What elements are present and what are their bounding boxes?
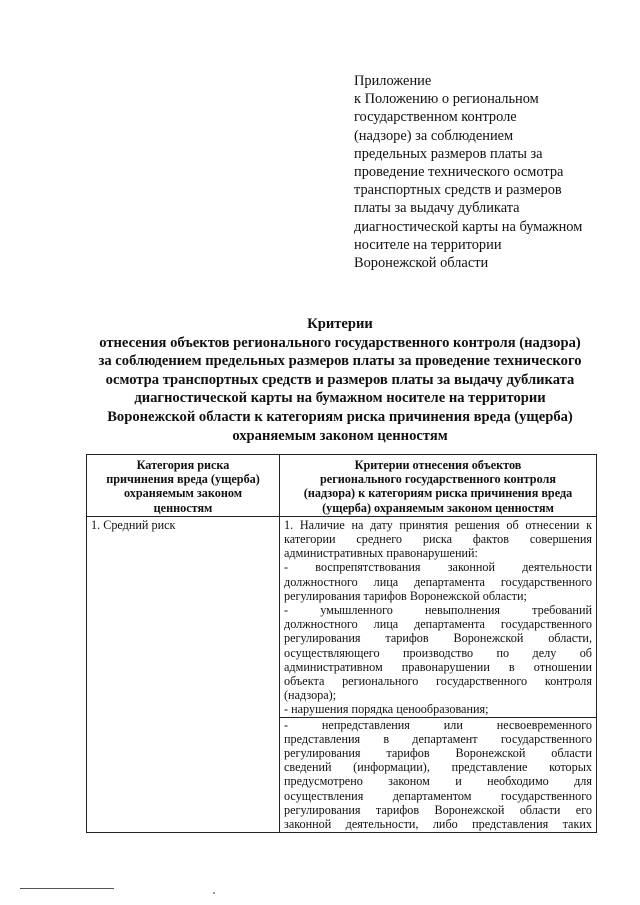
title-line: диагностической карты на бумажном носителе на территории bbox=[134, 390, 546, 407]
annex-line: платы за выдачу дубликата bbox=[354, 200, 520, 217]
annex-line: транспортных средств и размеров bbox=[354, 182, 562, 199]
risk-category-cell bbox=[87, 516, 280, 832]
criteria-line: (надзора); bbox=[284, 688, 337, 703]
header-line: причинения вреда (ущерба) bbox=[106, 472, 260, 487]
criteria-table bbox=[86, 454, 597, 833]
title-line: за соблюдением предельных размеров платы за проведение технического bbox=[98, 353, 582, 370]
criteria-line: - умышленного невыполнения требований bbox=[284, 603, 592, 618]
annex-line: Приложение bbox=[354, 73, 432, 89]
criteria-line: - воспрепятствования законной деятельности bbox=[284, 560, 592, 575]
header-line: Критерии отнесения объектов bbox=[354, 458, 522, 472]
header-line: (надзора) к категориям риска причинения вреда bbox=[303, 486, 573, 501]
scan-speck bbox=[213, 892, 215, 894]
title-line: Критерии bbox=[307, 316, 373, 332]
risk-category-text: 1. Средний риск bbox=[91, 517, 176, 532]
criteria-line: представления в департамент государственного bbox=[284, 731, 592, 746]
header-line: ценностям bbox=[153, 500, 213, 515]
criteria-line: объекта регионального государственного контроля bbox=[284, 674, 592, 689]
criteria-line: должностного лица департамента государственного bbox=[284, 617, 592, 632]
header-line: охраняемым законом bbox=[123, 486, 243, 501]
footnote-separator bbox=[20, 888, 114, 889]
document-title bbox=[70, 315, 610, 445]
annex-line: государственном контроле bbox=[354, 109, 517, 126]
annex-line: проведение технического осмотра bbox=[354, 164, 564, 181]
criteria-line: регулирования тарифов Воронежской области; bbox=[284, 588, 527, 603]
criteria-cell bbox=[280, 516, 597, 832]
criteria-line: - непредставления или несвоевременного bbox=[280, 717, 596, 732]
table-header-row bbox=[87, 455, 597, 517]
annex-line: носителе на территории bbox=[354, 236, 502, 253]
title-line: осмотра транспортных средств и размеров платы за выдачу дубликата bbox=[105, 371, 575, 388]
annex-line: Воронежской области bbox=[354, 255, 489, 272]
criteria-line: сведений (информации), представление которых bbox=[284, 760, 592, 775]
annex-line: к Положению о региональном bbox=[354, 91, 539, 108]
title-line: Воронежской области к категориям риска причинения вреда (ущерба) bbox=[107, 408, 573, 425]
annex-line: диагностической карты на бумажном bbox=[354, 218, 583, 235]
header-line: Категория риска bbox=[136, 458, 230, 472]
header-line: (ущерба) охраняемым законом ценностям bbox=[322, 500, 554, 515]
title-line: отнесения объектов регионального государственного контроля (надзора) bbox=[99, 334, 581, 351]
criteria-line: должностного лица департамента государственного bbox=[284, 574, 592, 589]
annex-line: предельных размеров платы за bbox=[354, 145, 543, 162]
criteria-line: осуществляющего производство по делу об bbox=[284, 645, 592, 660]
criteria-line: регулирования тарифов Воронежской области bbox=[284, 746, 592, 761]
criteria-line: административных правонарушений: bbox=[284, 546, 478, 561]
table-row bbox=[87, 516, 597, 832]
annex-line: (надзоре) за соблюдением bbox=[354, 127, 514, 144]
criteria-line: предусмотрено законом и необходимо для bbox=[284, 774, 592, 789]
criteria-line: - нарушения порядка ценообразования; bbox=[284, 702, 489, 717]
criteria-line: административном правонарушении в отношении bbox=[284, 659, 592, 674]
title-line: охраняемым законом ценностям bbox=[232, 427, 448, 444]
criteria-line: категории среднего риска фактов совершения bbox=[284, 532, 592, 547]
annex-block bbox=[354, 72, 614, 272]
header-line: регионального государственного контроля bbox=[320, 472, 556, 487]
header-criteria bbox=[280, 455, 597, 517]
criteria-line: регулирования тарифов Воронежской области его bbox=[284, 802, 592, 817]
header-risk-category bbox=[87, 455, 280, 517]
criteria-line: регулирования тарифов Воронежской области, bbox=[284, 631, 592, 646]
criteria-line: законной деятельности, либо представления таких bbox=[284, 817, 592, 832]
criteria-line: 1. Наличие на дату принятия решения об отнесении к bbox=[284, 517, 592, 532]
criteria-line: осуществления департаментом государственного bbox=[284, 788, 592, 803]
